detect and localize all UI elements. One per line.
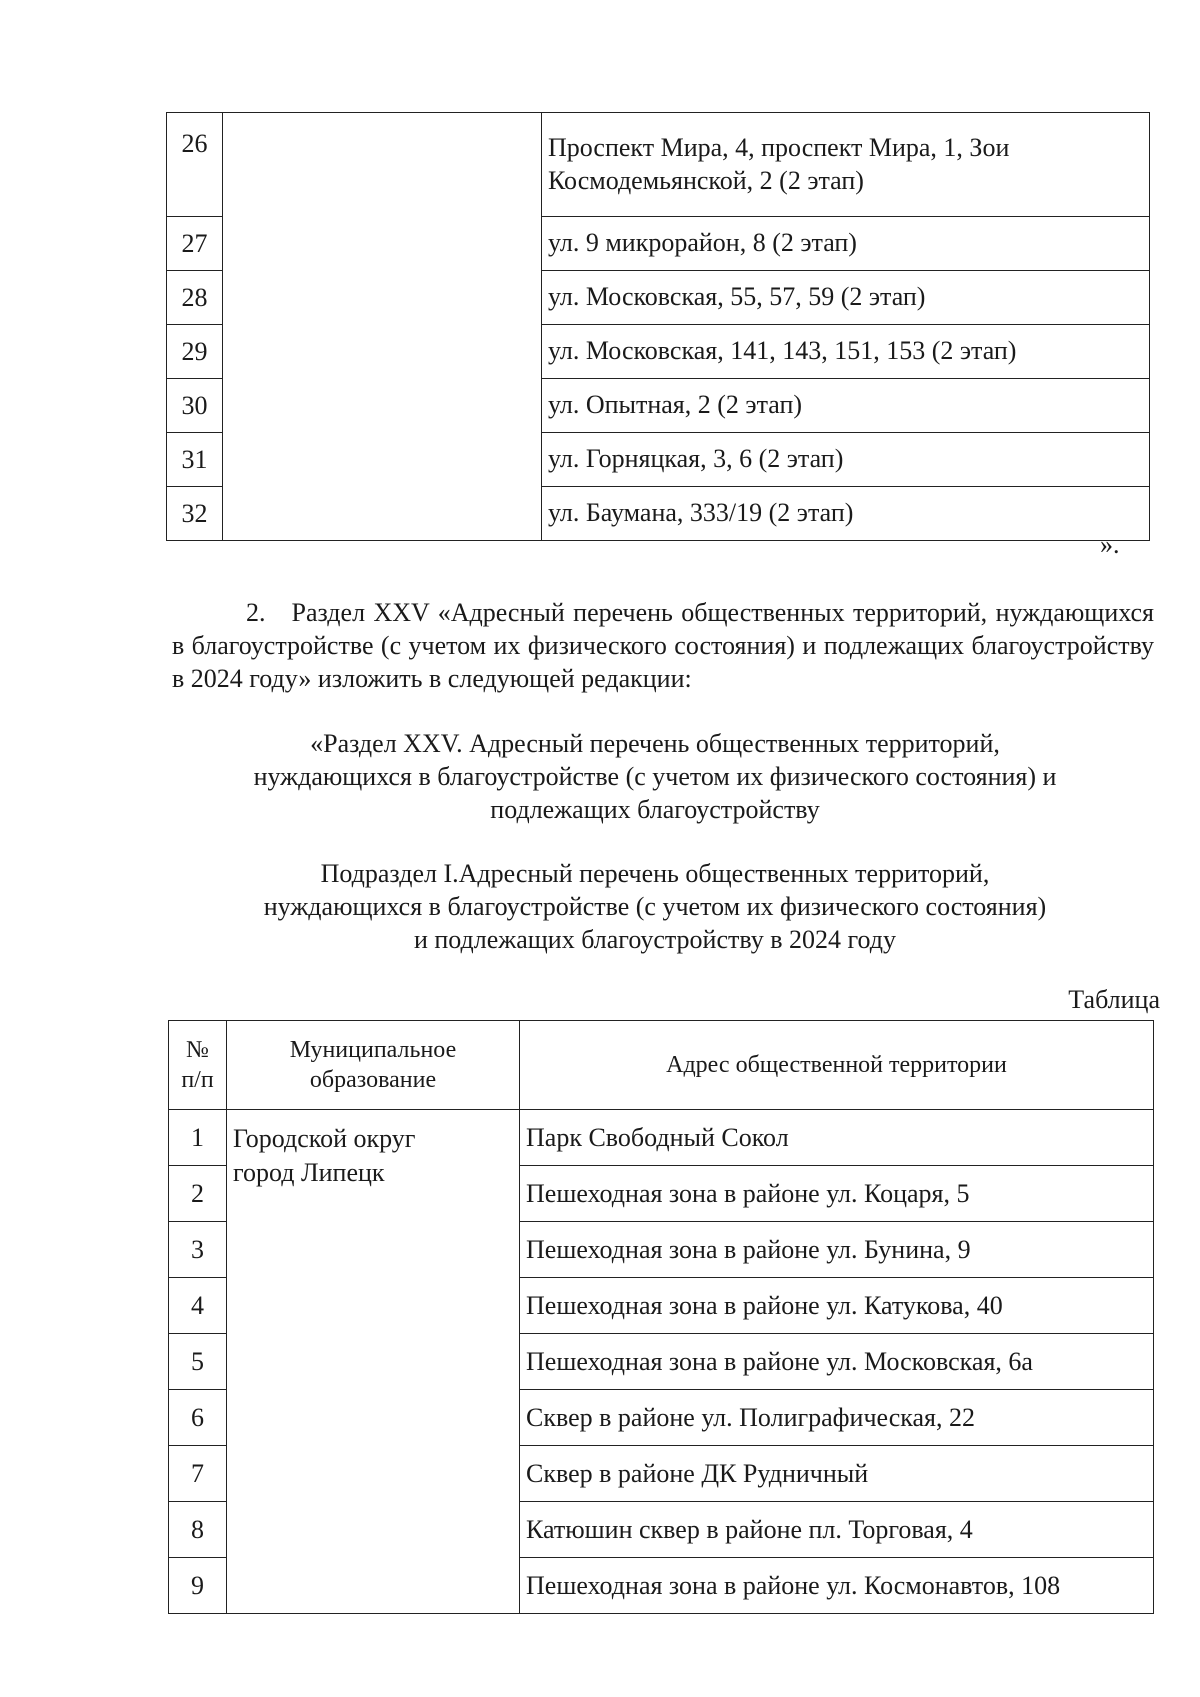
address-cell: Пешеходная зона в районе ул. Бунина, 9 (520, 1222, 1154, 1278)
column-header-municipality (227, 1021, 520, 1110)
row-number: 7 (169, 1446, 227, 1502)
address-cell: ул. Баумана, 333/19 (2 этап) (542, 487, 1150, 541)
column-header-number (169, 1021, 227, 1110)
row-number: 2 (169, 1166, 227, 1222)
municipality-line: Городской округ (233, 1124, 416, 1153)
address-cell: ул. Московская, 141, 143, 151, 153 (2 этап) (542, 325, 1150, 379)
address-cell: ул. Московская, 55, 57, 59 (2 этап) (542, 271, 1150, 325)
header-line: образование (309, 1067, 437, 1093)
subsection-heading (150, 857, 1160, 956)
amendment-paragraph: 2. Раздел XXV «Адресный перечень общественных территорий, нуждающихся в благоустройстве (с учетом их физического состояния) и подлежащих благоустройству в 2024 году» изложить в следующей редакции: (172, 598, 1154, 693)
address-cell (542, 113, 1150, 217)
heading-line: нуждающихся в благоустройстве (с учетом их физического состояния) и (253, 762, 1057, 791)
header-line: п/п (181, 1067, 214, 1093)
table-caption: Таблица (1068, 985, 1160, 1014)
row-number: 29 (167, 325, 223, 379)
row-number: 4 (169, 1278, 227, 1334)
address-line: Проспект Мира, 4, проспект Мира, 1, Зои (548, 133, 1010, 162)
column-header-address: Адрес общественной территории (520, 1021, 1154, 1110)
municipality-line: город Липецк (233, 1158, 385, 1187)
row-number: 28 (167, 271, 223, 325)
address-cell: Пешеходная зона в районе ул. Коцаря, 5 (520, 1166, 1154, 1222)
address-cell: ул. Опытная, 2 (2 этап) (542, 379, 1150, 433)
heading-line: Подраздел I.Адресный перечень общественных территорий, (320, 859, 990, 888)
address-cell: Пешеходная зона в районе ул. Космонавтов, 108 (520, 1558, 1154, 1614)
row-number: 3 (169, 1222, 227, 1278)
address-cell: Сквер в районе ул. Полиграфическая, 22 (520, 1390, 1154, 1446)
address-line: Космодемьянской, 2 (2 этап) (548, 165, 864, 195)
row-number: 31 (167, 433, 223, 487)
row-number: 9 (169, 1558, 227, 1614)
address-cell: Сквер в районе ДК Рудничный (520, 1446, 1154, 1502)
header-line: Муниципальное (289, 1037, 457, 1063)
closing-quote: ». (1100, 530, 1120, 559)
public-territories-table (168, 1020, 1154, 1614)
row-number: 8 (169, 1502, 227, 1558)
address-cell: Пешеходная зона в районе ул. Московская, 6а (520, 1334, 1154, 1390)
address-cell: Пешеходная зона в районе ул. Катукова, 40 (520, 1278, 1154, 1334)
heading-line: подлежащих благоустройству (490, 795, 820, 824)
address-cell: Парк Свободный Сокол (520, 1110, 1154, 1166)
municipality-cell (227, 1110, 520, 1614)
municipality-cell (223, 113, 542, 541)
continuation-table (166, 112, 1150, 541)
row-number: 30 (167, 379, 223, 433)
row-number: 26 (167, 113, 223, 217)
table-row (167, 113, 1150, 217)
header-line: № (186, 1037, 209, 1063)
heading-line: нуждающихся в благоустройстве (с учетом их физического состояния) (263, 892, 1047, 921)
row-number: 5 (169, 1334, 227, 1390)
address-cell: Катюшин сквер в районе пл. Торговая, 4 (520, 1502, 1154, 1558)
address-cell: ул. Горняцкая, 3, 6 (2 этап) (542, 433, 1150, 487)
row-number: 6 (169, 1390, 227, 1446)
row-number: 32 (167, 487, 223, 541)
row-number: 1 (169, 1110, 227, 1166)
table-row (169, 1110, 1154, 1166)
heading-line: «Раздел XXV. Адресный перечень общественных территорий, (310, 729, 1000, 758)
address-cell: ул. 9 микрорайон, 8 (2 этап) (542, 217, 1150, 271)
section-heading (150, 727, 1160, 826)
heading-line: и подлежащих благоустройству в 2024 году (413, 925, 897, 954)
table-header-row (169, 1021, 1154, 1110)
row-number: 27 (167, 217, 223, 271)
